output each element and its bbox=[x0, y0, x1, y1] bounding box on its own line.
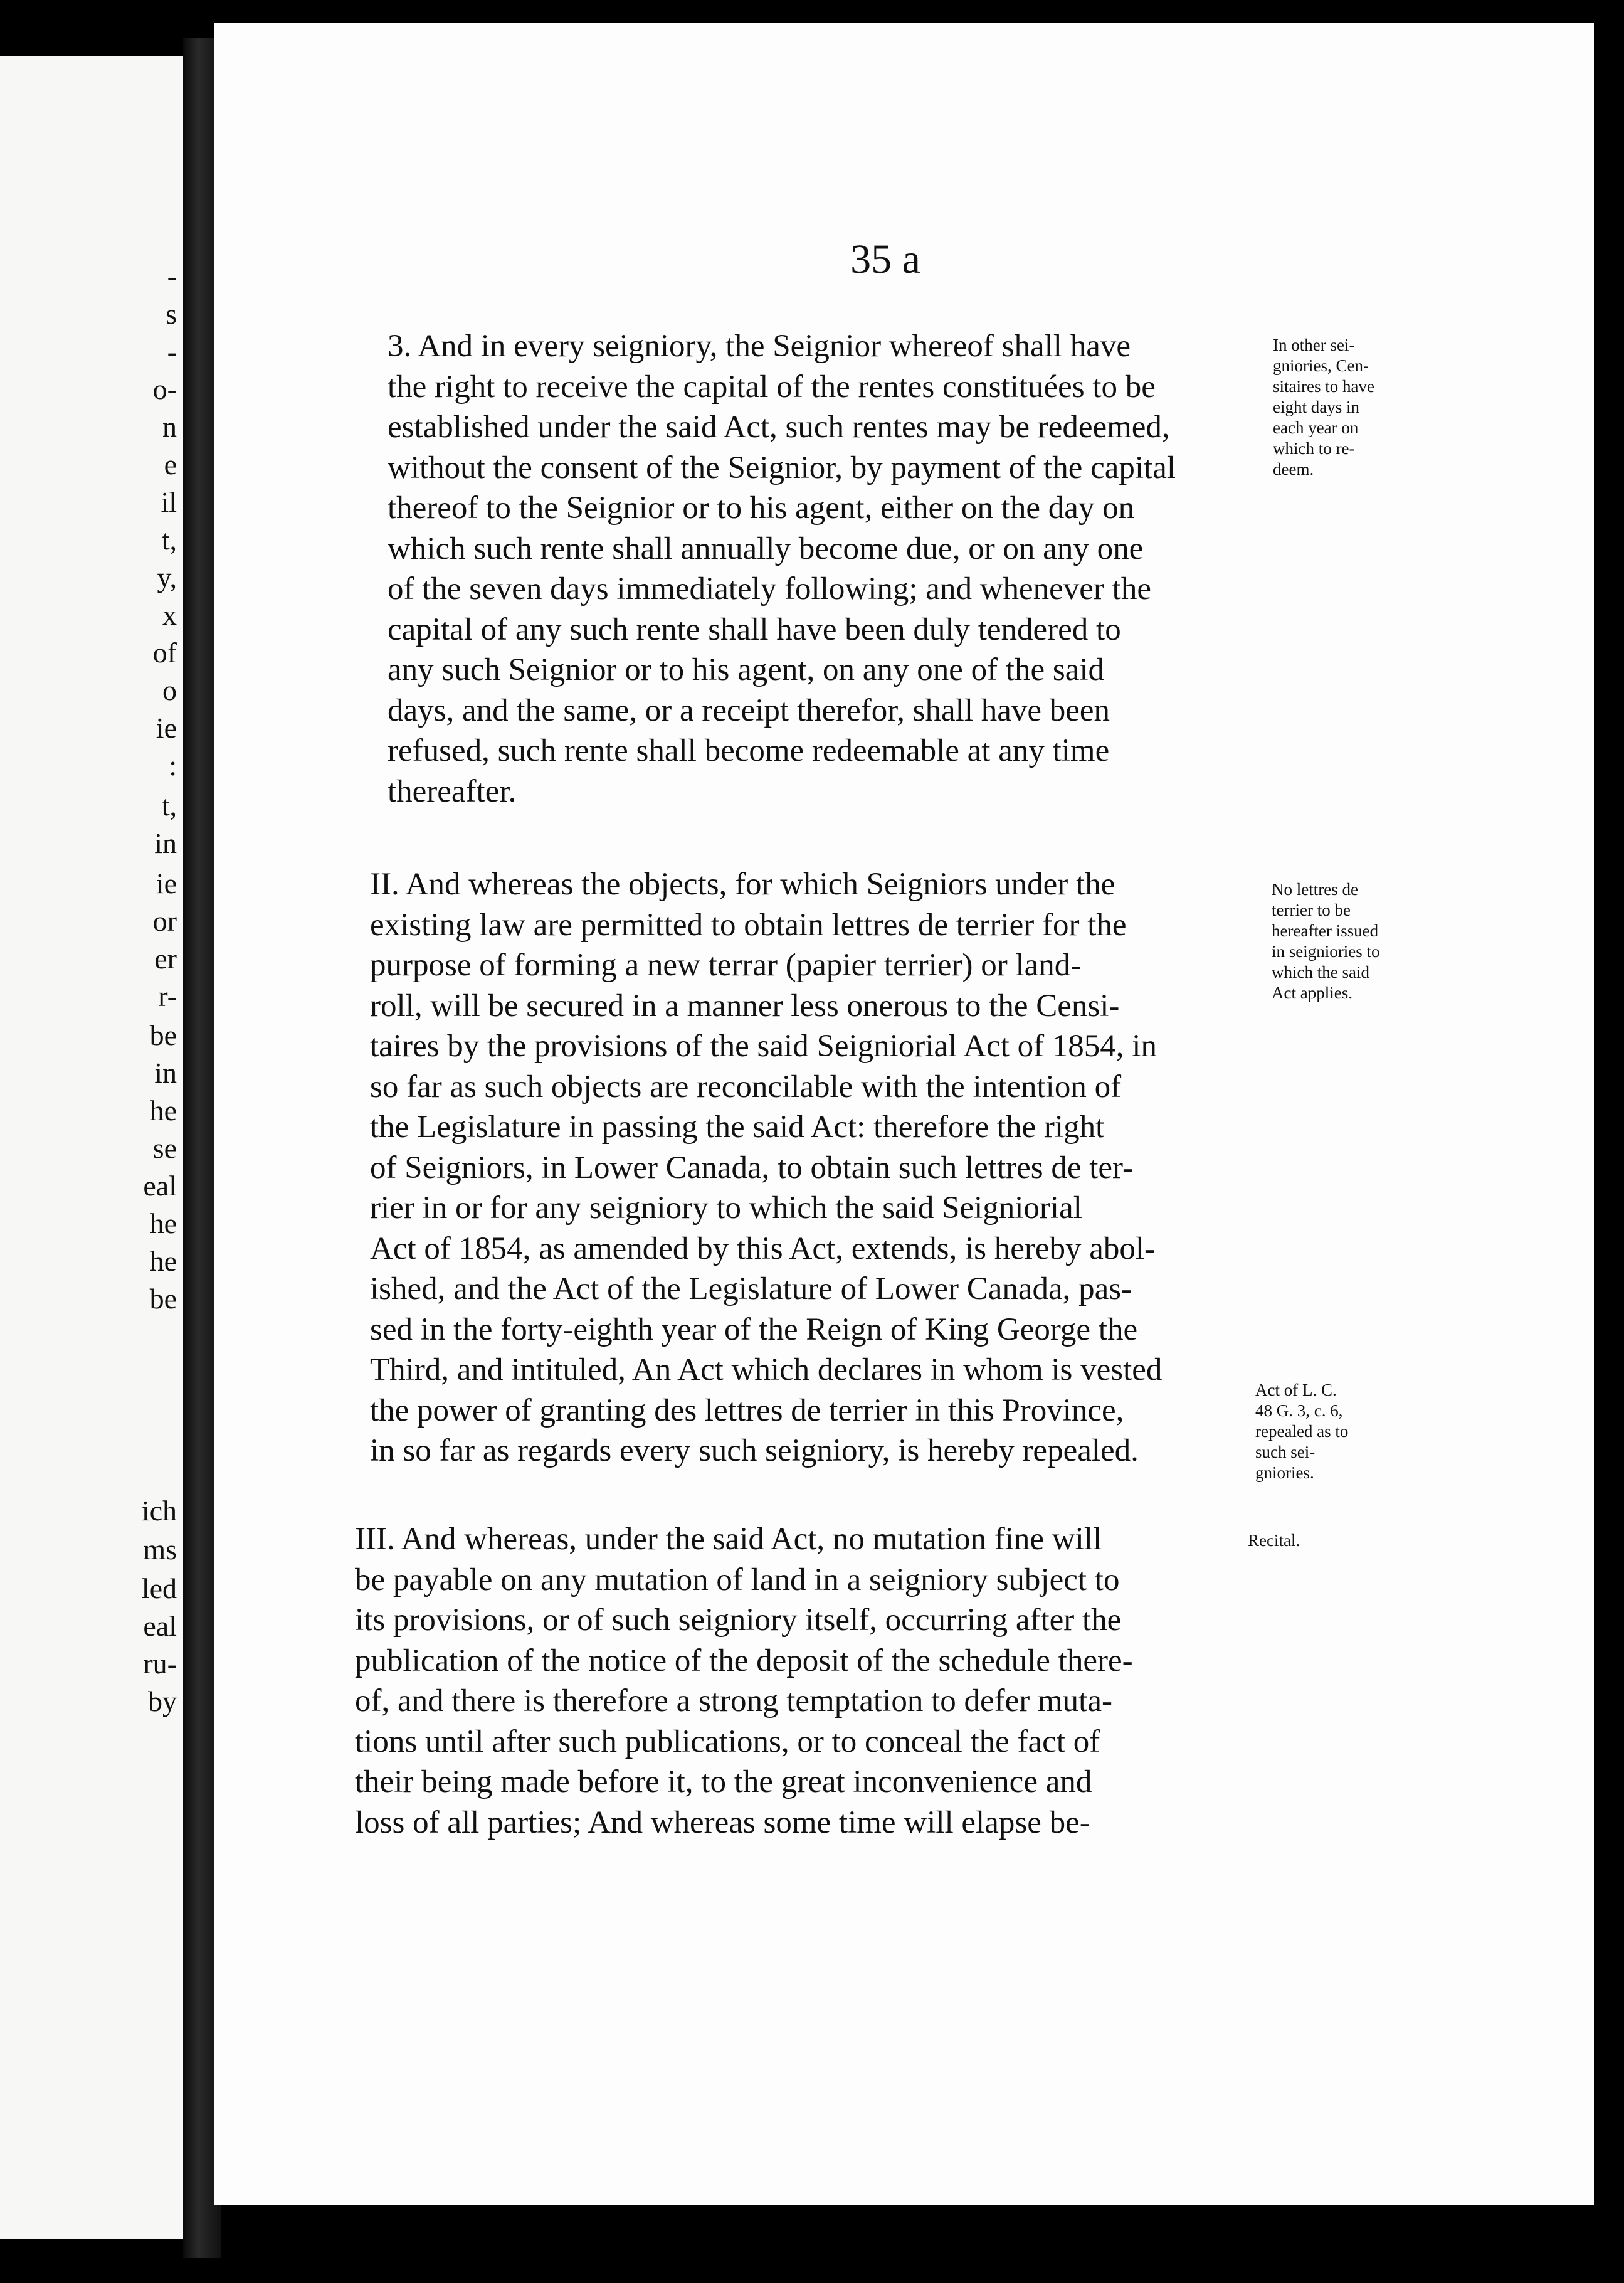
facing-page-fragment: o bbox=[162, 674, 177, 706]
facing-page-fragment: e bbox=[164, 448, 177, 480]
facing-page-fragment: he bbox=[149, 1094, 177, 1126]
facing-page-fragment: of bbox=[152, 637, 177, 669]
facing-page-fragment: ich bbox=[141, 1495, 177, 1527]
text-line: without the consent of the Seignior, by payment of the capital bbox=[388, 450, 1176, 485]
margin-note-redeem bbox=[1273, 335, 1423, 480]
margin-note-line: In other sei- bbox=[1273, 336, 1355, 354]
margin-note-line: sitaires to have bbox=[1273, 377, 1374, 396]
text-line: so far as such objects are reconcilable with the intention of bbox=[370, 1069, 1122, 1104]
text-line: in so far as regards every such seigniory, is hereby repealed. bbox=[370, 1433, 1139, 1468]
margin-note-line: terrier to be bbox=[1272, 901, 1351, 919]
text-line: the right to receive the capital of the rentes constituées to be bbox=[388, 369, 1156, 405]
margin-note-line: gniories, Cen- bbox=[1273, 356, 1369, 375]
text-line: of, and there is therefore a strong temptation to defer muta- bbox=[355, 1683, 1112, 1719]
facing-page-fragment: ie bbox=[156, 712, 177, 744]
margin-note-lettres-de-terrier bbox=[1272, 879, 1428, 1004]
facing-page-fragment: t, bbox=[161, 790, 177, 822]
margin-note-act-repealed bbox=[1255, 1380, 1400, 1483]
text-line: established under the said Act, such rentes may be redeemed, bbox=[388, 410, 1170, 445]
facing-page-fragment: ie bbox=[156, 867, 177, 899]
facing-page-fragment: : bbox=[169, 750, 177, 781]
text-line: thereof to the Seignior or to his agent, either on the day on bbox=[388, 490, 1135, 526]
facing-page-fragment: he bbox=[149, 1207, 177, 1239]
text-line: 3. And in every seigniory, the Seignior whereof shall have bbox=[388, 329, 1131, 364]
text-line: tions until after such publications, or to conceal the fact of bbox=[355, 1724, 1100, 1759]
text-line: publication of the notice of the deposit of the schedule there- bbox=[355, 1643, 1133, 1678]
text-line: any such Seignior or to his agent, on any one of the said bbox=[388, 652, 1105, 687]
document-page bbox=[214, 23, 1594, 2205]
facing-page-fragment: he bbox=[149, 1245, 177, 1277]
facing-page-fragment: - bbox=[167, 336, 177, 368]
paragraph-section-iii bbox=[355, 1519, 1453, 1843]
text-line: existing law are permitted to obtain lettres de terrier for the bbox=[370, 907, 1127, 943]
facing-page-fragment: in bbox=[154, 827, 177, 859]
facing-page-fragment: eal bbox=[143, 1610, 177, 1642]
margin-note-line: Act of L. C. bbox=[1255, 1380, 1337, 1399]
text-line: its provisions, or of such seigniory itself, occurring after the bbox=[355, 1602, 1122, 1638]
facing-page-fragment: ru- bbox=[143, 1648, 177, 1680]
margin-note-line: each year on bbox=[1273, 418, 1359, 437]
text-line: the power of granting des lettres de terrier in this Province, bbox=[370, 1392, 1124, 1428]
facing-page-fragment: be bbox=[149, 1019, 177, 1051]
margin-note-line: eight days in bbox=[1273, 398, 1359, 416]
margin-note-line: such sei- bbox=[1255, 1443, 1316, 1461]
text-line: be payable on any mutation of land in a seigniory subject to bbox=[355, 1562, 1120, 1597]
text-line: II. And whereas the objects, for which Seigniors under the bbox=[370, 867, 1115, 902]
facing-page-fragment: o- bbox=[152, 373, 177, 405]
margin-note-line: deem. bbox=[1273, 460, 1314, 479]
facing-page-fragment: by bbox=[148, 1685, 177, 1717]
left-facing-page-edge bbox=[0, 56, 188, 2239]
text-line: Act of 1854, as amended by this Act, extends, is hereby abol- bbox=[370, 1231, 1156, 1266]
facing-page-fragment: y, bbox=[157, 561, 177, 593]
facing-page-fragment: in bbox=[154, 1057, 177, 1089]
text-line: sed in the forty-eighth year of the Reign of King George the bbox=[370, 1311, 1138, 1347]
text-line: capital of any such rente shall have been duly tendered to bbox=[388, 612, 1121, 647]
margin-note-line: Recital. bbox=[1248, 1531, 1300, 1550]
facing-page-fragment: - bbox=[167, 260, 177, 292]
text-line: of Seigniors, in Lower Canada, to obtain such lettres de ter- bbox=[370, 1150, 1133, 1185]
margin-note-line: repealed as to bbox=[1255, 1422, 1349, 1441]
facing-page-fragment: led bbox=[141, 1572, 177, 1604]
facing-page-fragment: er bbox=[154, 943, 177, 975]
text-line: roll, will be secured in a manner less onerous to the Censi- bbox=[370, 988, 1120, 1024]
text-line: the Legislature in passing the said Act: therefore the right bbox=[370, 1110, 1105, 1145]
margin-note-line: No lettres de bbox=[1272, 880, 1358, 899]
margin-note-line: 48 G. 3, c. 6, bbox=[1255, 1401, 1343, 1420]
text-line: Third, and intituled, An Act which declares in whom is vested bbox=[370, 1352, 1163, 1387]
text-line: loss of all parties; And whereas some time will elapse be- bbox=[355, 1804, 1090, 1840]
text-line: ished, and the Act of the Legislature of Lower Canada, pas- bbox=[370, 1271, 1132, 1306]
text-line: taires by the provisions of the said Seigniorial Act of 1854, in bbox=[370, 1029, 1157, 1064]
text-line: of the seven days immediately following; and whenever the bbox=[388, 571, 1151, 607]
facing-page-fragment: be bbox=[149, 1283, 177, 1315]
text-line: purpose of forming a new terrar (papier terrier) or land- bbox=[370, 948, 1082, 983]
margin-note-recital bbox=[1248, 1530, 1373, 1551]
facing-page-fragment: r- bbox=[158, 980, 177, 1012]
text-line: III. And whereas, under the said Act, no mutation fine will bbox=[355, 1522, 1102, 1557]
facing-page-fragment: se bbox=[152, 1132, 177, 1164]
facing-page-fragment: or bbox=[152, 905, 177, 937]
facing-page-fragment: s bbox=[166, 298, 177, 330]
text-line: days, and the same, or a receipt therefor, shall have been bbox=[388, 692, 1110, 728]
facing-page-fragment: il bbox=[161, 486, 177, 518]
text-line: rier in or for any seigniory to which the said Seigniorial bbox=[370, 1190, 1082, 1226]
facing-page-fragment: eal bbox=[143, 1170, 177, 1202]
facing-page-fragment: n bbox=[162, 411, 177, 443]
text-line: thereafter. bbox=[388, 773, 517, 809]
margin-note-line: which to re- bbox=[1273, 439, 1355, 458]
margin-note-line: Act applies. bbox=[1272, 983, 1352, 1002]
facing-page-fragment: ms bbox=[143, 1533, 177, 1565]
page-number: 35 a bbox=[850, 236, 920, 282]
margin-note-line: gniories. bbox=[1255, 1463, 1314, 1482]
text-line: which such rente shall annually become due, or on any one bbox=[388, 531, 1144, 566]
facing-page-fragment: t, bbox=[161, 524, 177, 556]
facing-page-fragment: x bbox=[162, 599, 177, 631]
text-line: refused, such rente shall become redeemable at any time bbox=[388, 733, 1110, 768]
text-line: their being made before it, to the great inconvenience and bbox=[355, 1764, 1092, 1799]
margin-note-line: hereafter issued bbox=[1272, 921, 1379, 940]
margin-note-line: in seigniories to bbox=[1272, 942, 1380, 961]
margin-note-line: which the said bbox=[1272, 963, 1369, 982]
